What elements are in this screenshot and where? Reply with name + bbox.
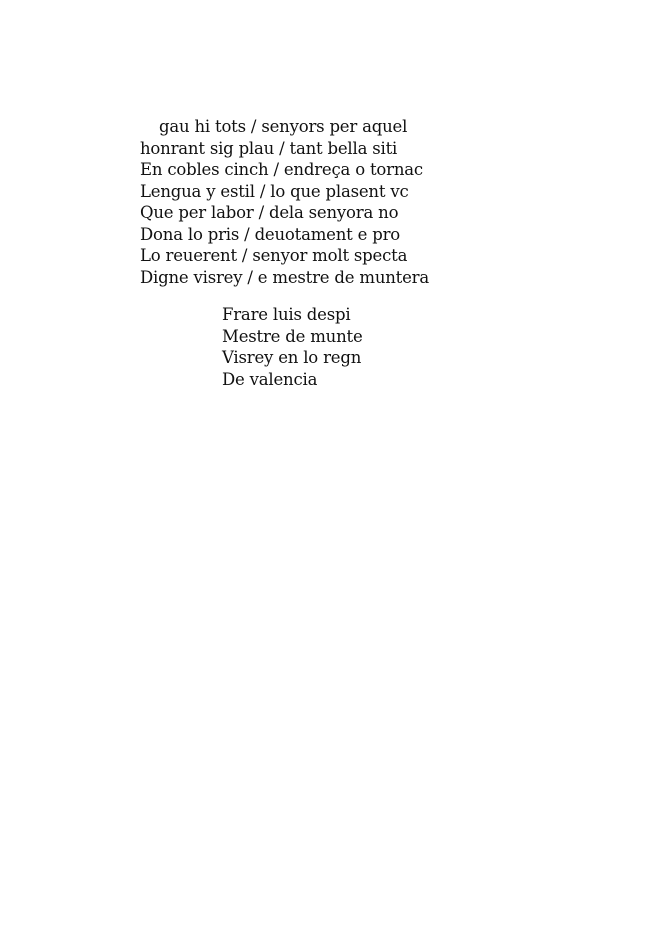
verse-line: En cobles cinch / endreça o tornac [140,160,423,179]
signature-line: Mestre de munte [222,326,363,346]
signature-line: Visrey en lo regn [222,348,362,367]
verse-stanza [140,116,429,288]
verse-line: Lengua y estil / lo que plasent vc [140,181,409,201]
verse-line: Que per labor / dela senyora no [140,203,399,222]
signature-block [222,304,363,390]
verse-line: Lo reuerent / senyor molt specta [140,246,408,265]
verse-line: Dona lo pris / deuotament e pro [140,224,401,244]
verse-line: honrant sig plau / tant bella siti [140,138,398,158]
signature-line: Frare luis despi [222,305,351,324]
verse-line: gau hi tots / senyors per aquel [159,117,408,136]
signature-line: De valencia [222,369,318,389]
verse-line: Digne visrey / e mestre de muntera [140,267,429,287]
